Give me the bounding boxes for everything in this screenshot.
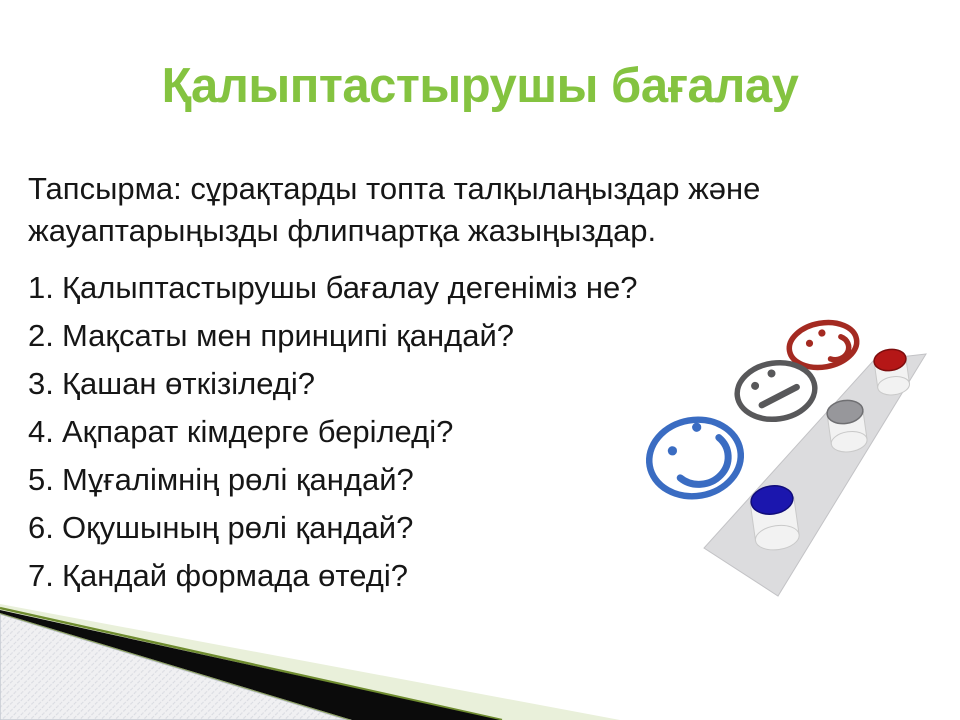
- gray-button: [826, 398, 869, 454]
- happy-face-icon: [643, 413, 747, 504]
- smiley-faces-image: [628, 296, 960, 626]
- question-text: Қашан өткізіледі?: [62, 366, 315, 401]
- question-number: 5.: [28, 462, 54, 497]
- question-text: Қандай формада өтеді?: [62, 558, 409, 593]
- red-button: [873, 347, 911, 397]
- bottom-decoration: [0, 600, 960, 720]
- question-number: 2.: [28, 318, 54, 353]
- neutral-face-icon: [733, 358, 818, 424]
- task-paragraph: [28, 168, 776, 252]
- task-line-2: жауаптарыңызды флипчартқа жазыңыздар.: [28, 213, 657, 248]
- diagonal-bands: [0, 604, 620, 720]
- task-line-1: Тапсырма: сұрақтарды топта талқылаңыздар және: [28, 171, 761, 206]
- question-text: Мақсаты мен принципі қандай?: [62, 318, 515, 353]
- question-number: 6.: [28, 510, 54, 545]
- question-text: Ақпарат кімдерге беріледі?: [62, 414, 454, 449]
- question-text: Оқушының рөлі қандай?: [62, 510, 414, 545]
- question-text: Қалыптастырушы бағалау дегеніміз не?: [62, 270, 638, 305]
- question-number: 7.: [28, 558, 54, 593]
- slide-title: Қалыптастырушы бағалау: [161, 59, 799, 113]
- question-number: 4.: [28, 414, 54, 449]
- question-text: Мұғалімнің рөлі қандай?: [62, 462, 414, 497]
- question-number: 3.: [28, 366, 54, 401]
- question-number: 1.: [28, 270, 54, 305]
